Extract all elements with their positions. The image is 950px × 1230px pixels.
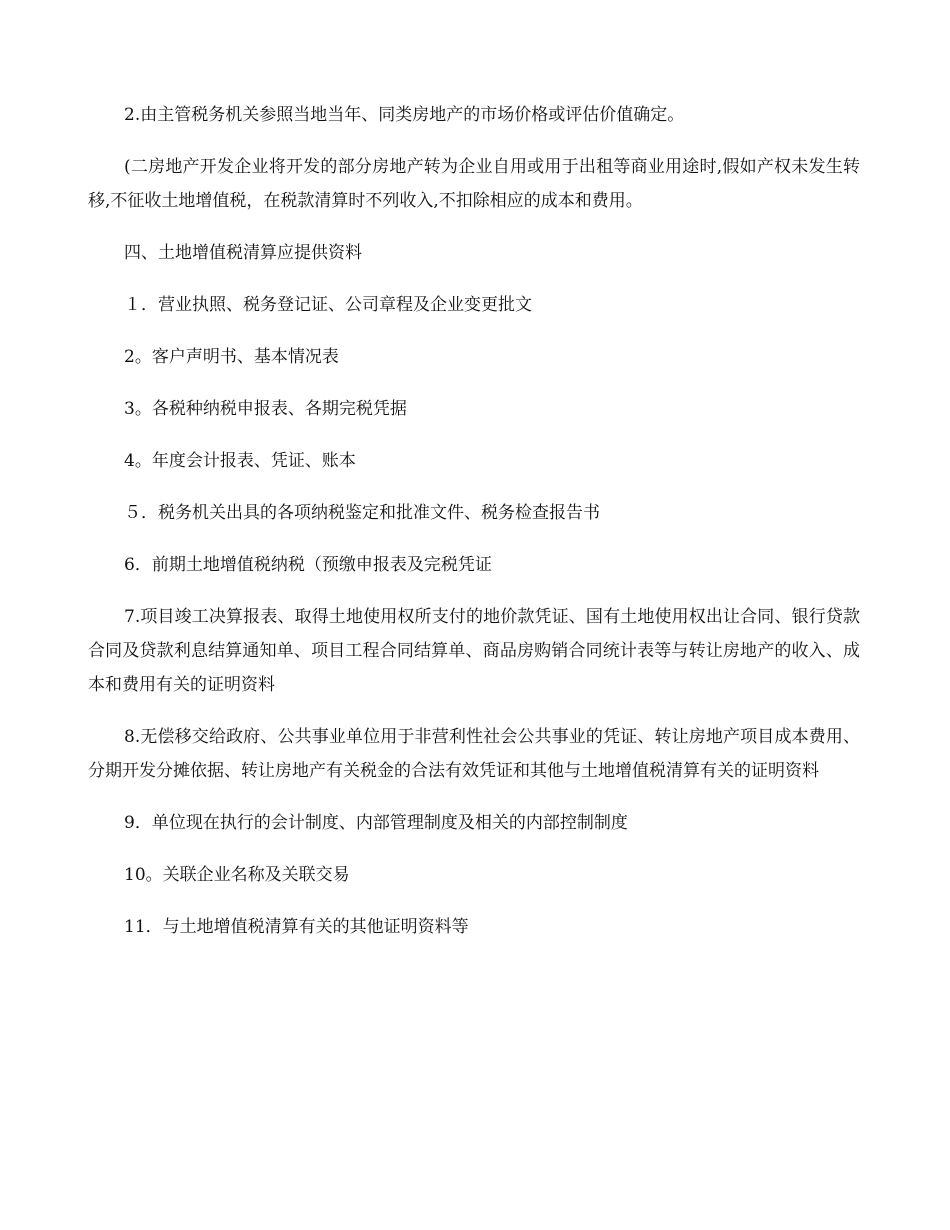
list-item-free-transfer-vouchers: 8.无偿移交给政府、公共事业单位用于非营利性社会公共事业的凭证、转让房地产项目成本费用、分期开发分摊依据、转让房地产有关税金的合法有效凭证和其他与土地增值税清算有关的证明资料 [88, 727, 860, 781]
list-item-accounting-system: 9．单位现在执行的会计制度、内部管理制度及相关的内部控制制度 [124, 813, 628, 833]
paragraph-price-determination: 2.由主管税务机关参照当地当年、同类房地产的市场价格或评估价值确定。 [124, 105, 685, 125]
list-item-related-parties: 10。关联企业名称及关联交易 [124, 865, 350, 885]
list-item-tax-returns: 3。各税种纳税申报表、各期完税凭据 [124, 399, 407, 419]
list-item-business-license: １．营业执照、税务登记证、公司章程及企业变更批文 [124, 295, 532, 315]
document-body [88, 98, 860, 962]
paragraph-self-use-rule: (二房地产开发企业将开发的部分房地产转为企业自用或用于出租等商业用途时,假如产权未发生转移,不征收土地增值税，在税款清算时不列收入,不扣除相应的成本和费用。 [88, 157, 860, 211]
list-item-annual-reports: 4。年度会计报表、凭证、账本 [124, 451, 356, 471]
list-item-client-statement: 2。客户声明书、基本情况表 [124, 347, 339, 367]
list-item-tax-authority-documents: ５．税务机关出具的各项纳税鉴定和批准文件、税务检查报告书 [124, 503, 600, 523]
section-heading-required-materials: 四、土地增值税清算应提供资料 [124, 243, 362, 263]
list-item-other-materials: 11．与土地增值税清算有关的其他证明资料等 [124, 917, 469, 937]
list-item-prepaid-tax: 6．前期土地增值税纳税（预缴申报表及完税凭证 [124, 555, 492, 575]
list-item-project-settlement: 7.项目竣工决算报表、取得土地使用权所支付的地价款凭证、国有土地使用权出让合同、银行贷款合同及贷款利息结算通知单、项目工程合同结算单、商品房购销合同统计表等与转让房地产的收入、成本和费用有关的证明资料 [88, 607, 860, 695]
